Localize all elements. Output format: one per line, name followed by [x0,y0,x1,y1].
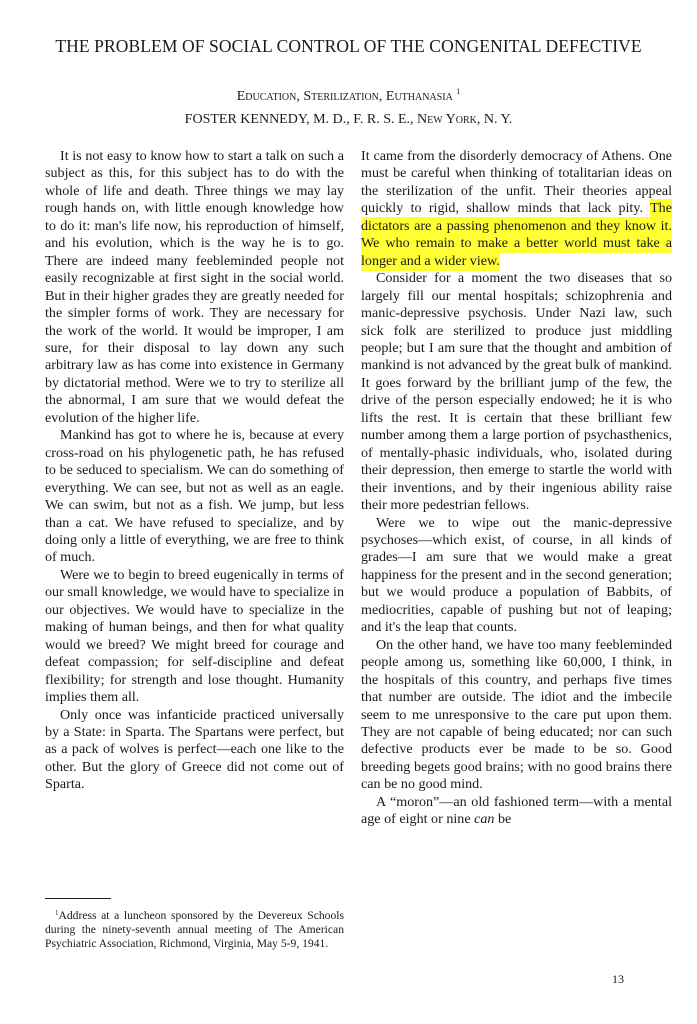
footnote [45,906,344,951]
footnote-text: Address at a luncheon sponsored by the Devereux Schools during the ninety-seventh annual meeting of The American Psychiatric Association, Richmond, Virginia, May 5-9, 1941. [45,909,344,950]
author-place: New York, N. Y. [417,112,513,127]
paragraph: Mankind has got to where he is, because at every cross-road on his phylogenetic path, he has refused to be seduced to specialism. We can do something of everything. We can see, but not as well as an eagle. We can swim, but not as a fish. We jump, but less than a cat. We have refused to specialize, and by doing only a little of everything, we are free to think of much. [45,427,344,566]
paragraph: Consider for a moment the two diseases that so largely fill our mental hospitals; schizophrenia and manic-depressive psychosis. Under Nazi law, such sick folk are sterilized to produce just middling people; but I am sure that the thought and ambition of mankind is not advanced by the great bulk of mankind. It goes forward by the brilliant jump of the few, the drive of the person especially endowed; he it is who lifts the rest. It is certain that these brilliant few number among them a large portion of psychasthenics, of mentally-phasic individuals, who, isolated during their depression, then emerge to startle the world with their inventions, and by their ingenious ability raise their more pedestrian fellows. [361,270,672,514]
paragraph [361,794,672,829]
page-number: 13 [612,972,624,986]
highlighted-text[interactable]: The dictators are a passing phenomenon and they know it. We who remain to make a better world must take a longer and a wider view. [361,200,672,269]
paragraph: It is not easy to know how to start a talk on such a subject as this, for this subject has to do with the whole of life and death. Three things we may lay rough hands on, with little enough knowledge how to do it: man's life now, his reproduction of himself, and his evolution, which is the way he is to go. There are indeed many feebleminded people not easily recognizable at first sight in the social world. But in their higher grades they are greatly needed for the simpler forms of work. They are necessary for the work of the world. It would be improper, I am sure, for their disposal to lay down any such arbitrary law as has come into existence in Germany by dictatorial method. Were we to try to sterilize all the abnormal, I am sure that we would defeat the evolution of the higher life. [45,148,344,426]
author-byline [40,112,657,128]
paragraph-text: It came from the disorderly democracy of Athens. One must be careful when thinking of totalitarian ideas on the sterilization of the unfit. Their theories appeal quickly to rigid, shallow minds that lack pity. [361,148,672,217]
right-column [361,148,672,829]
paragraph: Were we to begin to breed eugenically in terms of our small knowledge, we would have to specialize in our objectives. We would have to specialize in the making of human beings, and then for what quality would we breed? We might breed for courage and defeat compassion; for self-discipline and defeat flexibility; for strength and lose thought. Humanity implies them all. [45,566,344,706]
paragraph: On the other hand, we have too many feebleminded people among us, something like 60,000, I think, in the hospitals of this country, and perhaps five times that number are outside. The idiot and the imbecile seem to me unresponsive to the care put upon them. They are not capable of being educated; nor can such defective products ever be made to be so. Good breeding begets good brains; with no good brains there can be no good mind. [361,636,672,793]
subtitle-text: Education, Sterilization, Euthanasia [236,89,453,104]
paragraph-text: A “moron”—an old fashioned term—with a mental age of eight or nine [361,793,672,828]
left-column [45,148,344,794]
paragraph-continued [361,148,672,270]
emphasis-text: can [474,811,495,828]
article-subtitle [40,87,657,105]
paragraph: Only once was infanticide practiced universally by a State: in Sparta. The Spartans were perfect, but as a pack of wolves is perfect—each one like to the other. But the glory of Greece did not come out of Sparta. [45,706,344,793]
paragraph-text-end: be [494,811,512,828]
footnote-reference: 1 [456,87,461,96]
article-title: THE PROBLEM OF SOCIAL CONTROL OF THE CONGENITAL DEFECTIVE [55,36,642,56]
author-name: FOSTER KENNEDY, M. D., F. R. S. E., [184,112,418,127]
footnote-rule [45,898,111,899]
footnote-mark: 1 [55,909,59,917]
paragraph: Were we to wipe out the manic-depressive psychoses—which exist, of course, in all kinds of grades—I am sure that we would make a great happiness for the present and in the second generation; but we would produce a population of Babbits, of mediocrities, capable of pushing but not of leaping; and it's the leap that counts. [361,514,672,636]
